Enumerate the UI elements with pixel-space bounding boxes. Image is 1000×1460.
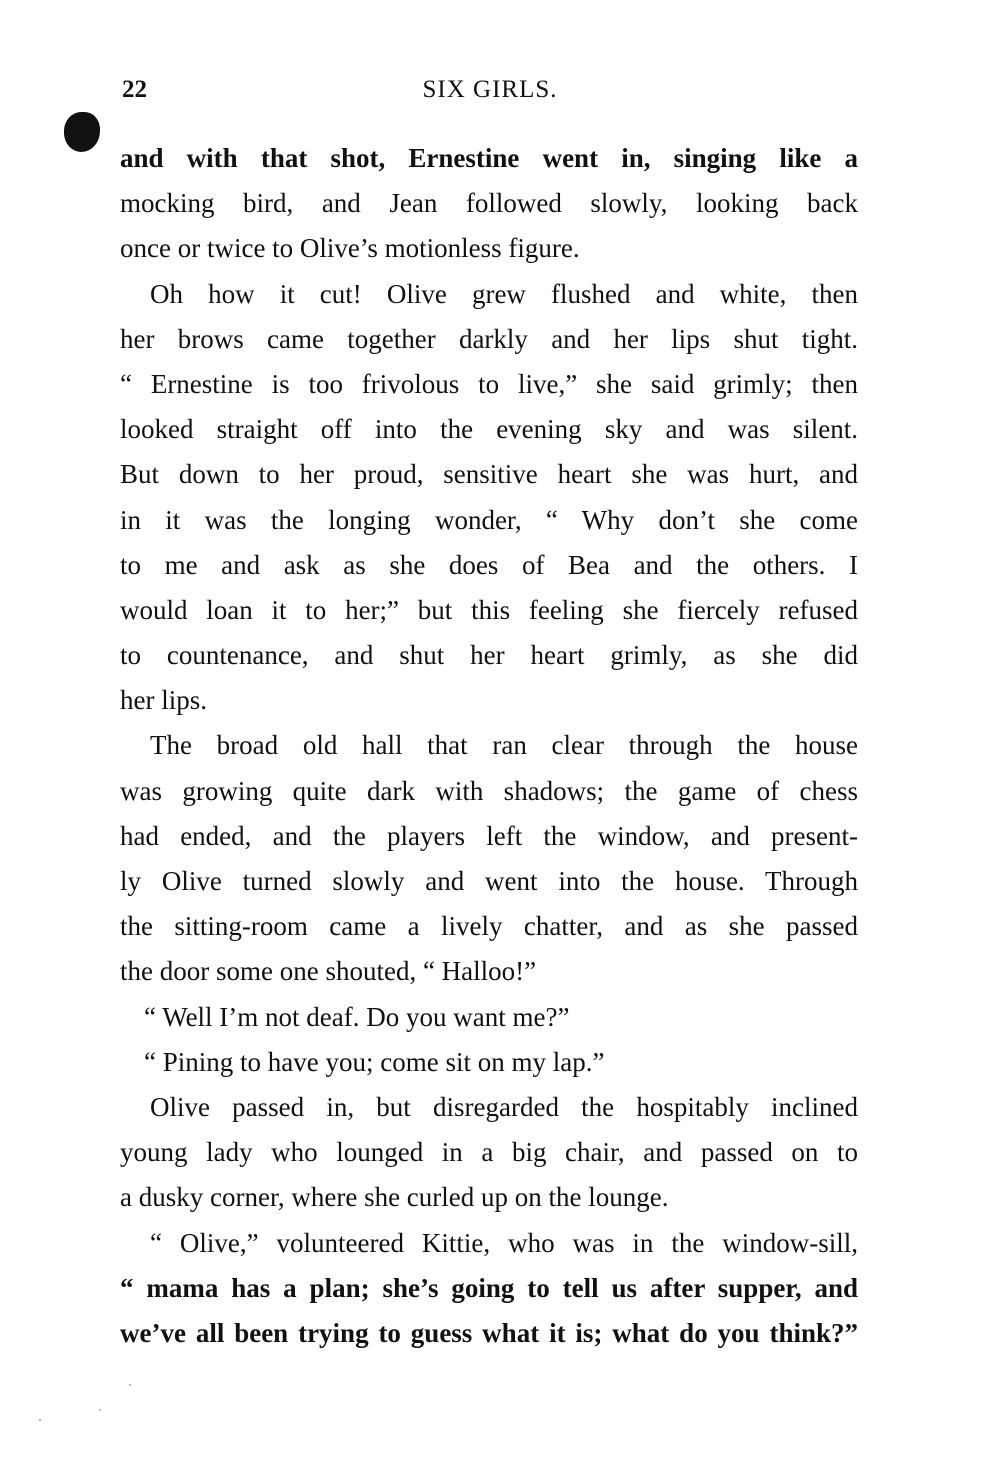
text-line: once or twice to Olive’s motionless figure.	[120, 233, 580, 264]
text-line: Olive passed in, but disregarded the hospitably inclined	[150, 1091, 858, 1122]
text-line: a dusky corner, where she curled up on the lounge.	[120, 1182, 669, 1213]
text-line: “ mama has a plan; she’s going to tell us after supper, and	[120, 1272, 858, 1303]
text-line: “ Pining to have you; come sit on my lap.”	[144, 1046, 605, 1077]
text-line: to me and ask as she does of Bea and the others. I	[120, 549, 858, 580]
text-line: would loan it to her;” but this feeling she fiercely refused	[120, 594, 858, 625]
text-line: Oh how it cut! Olive grew flushed and white, then	[150, 278, 858, 309]
text-line: “ Olive,” volunteered Kittie, who was in the window-sill,	[150, 1227, 858, 1258]
text-line: to countenance, and shut her heart grimly, as she did	[120, 640, 858, 671]
paper-specks	[30, 1370, 150, 1430]
text-line: the door some one shouted, “ Halloo!”	[120, 956, 537, 987]
text-line: her brows came together darkly and her lips shut tight.	[120, 323, 858, 354]
text-line: “ Well I’m not deaf. Do you want me?”	[144, 1001, 570, 1032]
text-line: ly Olive turned slowly and went into the house. Through	[120, 866, 858, 896]
text-line: had ended, and the players left the window, and present-	[120, 820, 858, 851]
text-line: looked straight off into the evening sky and was silent.	[120, 414, 858, 445]
text-line: and with that shot, Ernestine went in, singing like a	[120, 143, 858, 173]
text-line: in it was the longing wonder, “ Why don’t she come	[120, 504, 858, 535]
text-line: The broad old hall that ran clear through the house	[150, 730, 858, 761]
body-text	[120, 136, 858, 1356]
text-line: young lady who lounged in a big chair, and passed on to	[120, 1137, 858, 1168]
ink-blot	[64, 112, 100, 152]
text-line: mocking bird, and Jean followed slowly, looking back	[120, 188, 858, 219]
text-line: was growing quite dark with shadows; the game of chess	[120, 775, 858, 806]
text-line: But down to her proud, sensitive heart she was hurt, and	[120, 459, 858, 490]
page-header	[122, 76, 858, 108]
text-line: we’ve all been trying to guess what it is; what do you think?”	[120, 1317, 858, 1348]
text-line: the sitting-room came a lively chatter, and as she passed	[120, 911, 858, 942]
text-line: “ Ernestine is too frivolous to live,” she said grimly; then	[120, 368, 858, 399]
text-line: her lips.	[120, 685, 207, 716]
running-title: SIX GIRLS.	[422, 76, 558, 103]
page-number: 22	[122, 76, 147, 103]
